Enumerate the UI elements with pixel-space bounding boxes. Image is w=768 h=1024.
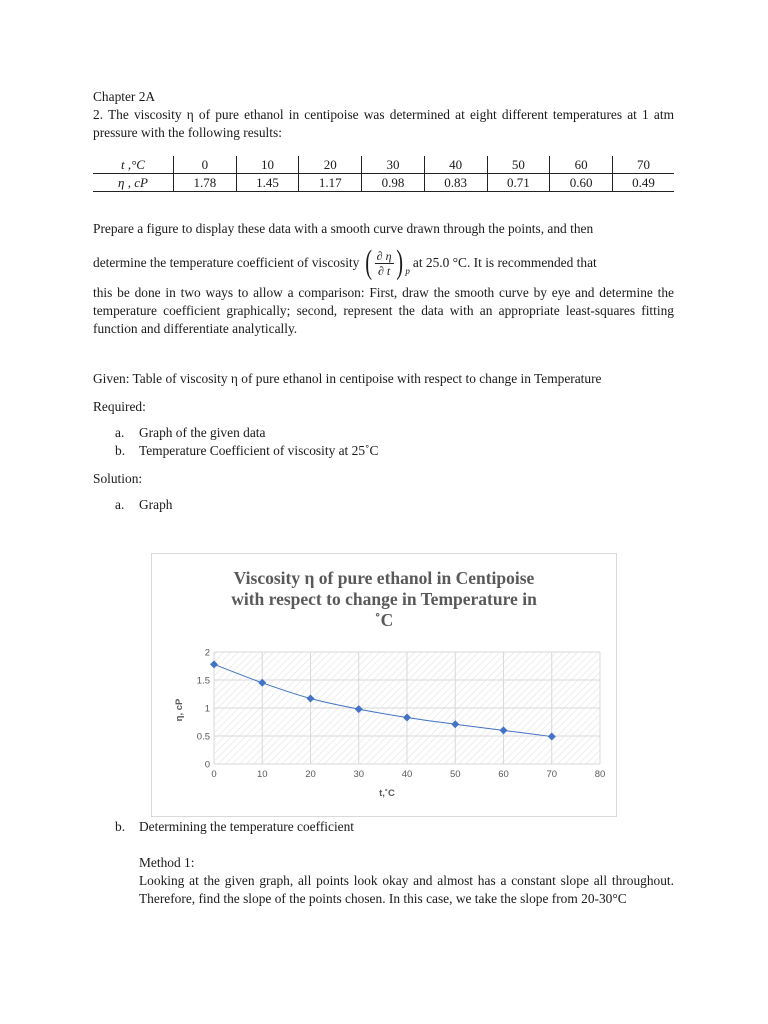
table-cell: 70 bbox=[612, 156, 674, 174]
table-cell: 0.49 bbox=[612, 174, 674, 192]
chart-title-line: Viscosity η of pure ethanol in Centipoise bbox=[233, 568, 535, 588]
required-label: Required: bbox=[93, 399, 146, 414]
chart-title-line: with respect to change in Temperature in bbox=[231, 589, 537, 609]
method-text: Looking at the given graph, all points look okay and almost has a constant slope all throughout. Therefore, find the slope of the points chosen. In this case, we take the slope from 20-30°C bbox=[139, 873, 674, 906]
table-cell: 30 bbox=[362, 156, 425, 174]
prepare-rest: this be done in two ways to allow a comparison: First, draw the smooth curve by eye and determine the temperature coefficient graphically; second, represent the data with an appropriate least-squares fitting function and differentiate analytically. bbox=[93, 285, 674, 336]
list-item: b. Temperature Coefficient of viscosity at 25˚C bbox=[115, 443, 379, 458]
y-tick-label: 0 bbox=[204, 759, 210, 771]
y-tick-label: 1 bbox=[204, 703, 210, 715]
table-cell: 60 bbox=[550, 156, 613, 174]
chart-title-line: ˚C bbox=[374, 610, 394, 630]
list-item: a. Graph bbox=[115, 497, 173, 512]
required-list bbox=[93, 424, 674, 460]
table-cell: 0.98 bbox=[362, 174, 425, 192]
chapter-heading: Chapter 2A bbox=[93, 89, 156, 104]
prepare-line-1: Prepare a figure to display these data with a smooth curve drawn through the points, and then bbox=[93, 221, 594, 236]
solution-list-b bbox=[93, 818, 674, 836]
derivative-numerator: ∂ η bbox=[376, 248, 392, 263]
table-cell: 40 bbox=[424, 156, 487, 174]
y-tick-label: 2 bbox=[204, 647, 210, 659]
table-cell: 0.71 bbox=[487, 174, 550, 192]
x-tick-label: 0 bbox=[211, 769, 217, 780]
list-item: a. Graph of the given data bbox=[115, 425, 266, 440]
table-cell: 1.78 bbox=[174, 174, 237, 192]
x-tick-label: 60 bbox=[498, 769, 509, 780]
table-cell: 50 bbox=[487, 156, 550, 174]
given-text: Given: Table of viscosity η of pure ethanol in centipoise with respect to change in Temperature bbox=[93, 371, 602, 386]
partial-derivative-expression: ( $\frac{\partial \eta}{\partial t}$ ) p bbox=[365, 244, 410, 281]
x-tick-label: 20 bbox=[305, 769, 316, 780]
prepare-line-2-after: at 25.0 °C. It is recommended that bbox=[412, 255, 597, 270]
x-tick-label: 40 bbox=[401, 769, 413, 780]
y-axis-label: η, cP bbox=[174, 698, 185, 722]
x-tick-label: 70 bbox=[546, 769, 558, 780]
table-cell: 20 bbox=[299, 156, 362, 174]
x-axis-label: t,˚C bbox=[379, 788, 395, 799]
prepare-line-2-before: determine the temperature coefficient of viscosity bbox=[93, 255, 360, 270]
document-page bbox=[93, 88, 674, 514]
table-cell: 0 bbox=[174, 156, 237, 174]
problem-intro: 2. The viscosity η of pure ethanol in centipoise was determined at eight different temperatures at 1 atm pressure with the following results: bbox=[93, 107, 674, 140]
table-cell: 0.83 bbox=[424, 174, 487, 192]
y-tick-label: 1.5 bbox=[196, 675, 210, 687]
method-label: Method 1: bbox=[139, 855, 195, 870]
y-tick-label: 0.5 bbox=[196, 731, 210, 743]
x-tick-label: 30 bbox=[353, 769, 365, 780]
table-cell: 1.45 bbox=[236, 174, 299, 192]
prepare-line-2 bbox=[93, 244, 674, 282]
table-cell: 0.60 bbox=[550, 174, 613, 192]
row-label-temperature: t ,°C bbox=[93, 156, 174, 174]
method-1 bbox=[139, 854, 674, 908]
derivative-subscript: p bbox=[405, 266, 410, 276]
row-label-viscosity: η , cP bbox=[93, 174, 174, 192]
table-cell: 1.17 bbox=[299, 174, 362, 192]
table-row bbox=[93, 174, 674, 192]
x-tick-label: 80 bbox=[594, 769, 606, 780]
table-cell: 10 bbox=[236, 156, 299, 174]
chart-plot bbox=[152, 554, 616, 816]
solution-label: Solution: bbox=[93, 471, 143, 486]
derivative-denominator: ∂ t bbox=[377, 263, 391, 278]
solution-list-a bbox=[93, 496, 674, 514]
viscosity-table bbox=[93, 156, 674, 192]
x-tick-label: 50 bbox=[449, 769, 461, 780]
list-item: b. Determining the temperature coefficient bbox=[115, 819, 355, 834]
table-row bbox=[93, 156, 674, 174]
viscosity-chart bbox=[151, 553, 617, 817]
x-tick-label: 10 bbox=[256, 769, 268, 780]
